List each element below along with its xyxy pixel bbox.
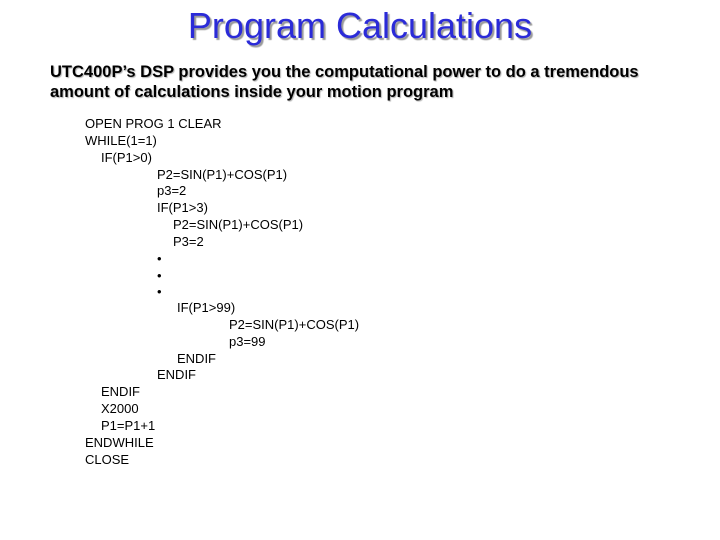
- code-line: P3=2: [173, 234, 204, 249]
- code-line: P2=SIN(P1)+COS(P1): [157, 167, 288, 182]
- code-line: ENDWHILE: [85, 435, 154, 450]
- code-line: p3=99: [229, 334, 266, 349]
- code-line: X2000: [101, 401, 139, 416]
- code-line: ENDIF: [177, 351, 216, 366]
- code-line: CLOSE: [85, 452, 130, 467]
- code-line: WHILE(1=1): [85, 133, 157, 148]
- code-line: ENDIF: [101, 384, 140, 399]
- slide-title: Program Calculations: [187, 5, 533, 46]
- code-line: IF(P1>99): [177, 300, 236, 315]
- ellipsis-dot: •: [157, 268, 162, 283]
- code-line: ENDIF: [157, 367, 196, 382]
- slide-subtitle: UTC400P’s DSP provides you the computational power to do a tremendous amount of calculations inside your motion program: [50, 63, 639, 101]
- code-line: p3=2: [157, 183, 187, 198]
- ellipsis-dot: •: [157, 251, 162, 266]
- code-line: IF(P1>0): [101, 150, 152, 165]
- code-line: P2=SIN(P1)+COS(P1): [173, 217, 304, 232]
- code-line: OPEN PROG 1 CLEAR: [85, 116, 222, 131]
- ellipsis-dot: •: [157, 284, 162, 299]
- code-line: P2=SIN(P1)+COS(P1): [229, 317, 360, 332]
- code-line: P1=P1+1: [101, 418, 156, 433]
- code-line: IF(P1>3): [157, 200, 208, 215]
